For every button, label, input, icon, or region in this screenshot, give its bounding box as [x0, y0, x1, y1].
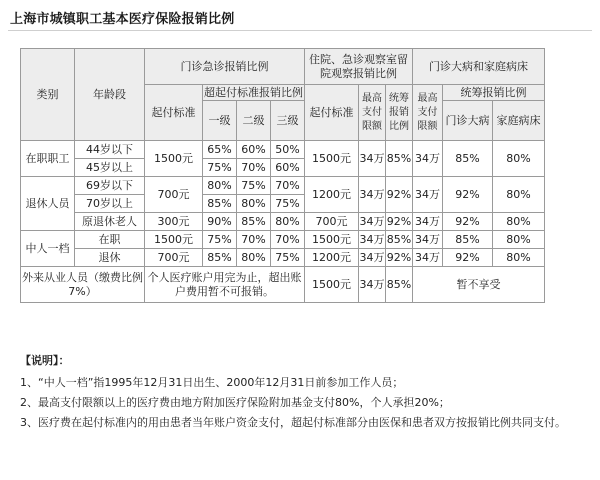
cell-level1: 75% — [203, 231, 237, 249]
cell-op-threshold: 300元 — [145, 213, 203, 231]
header-op-threshold: 起付标准 — [145, 85, 203, 141]
header-category: 类别 — [21, 49, 75, 141]
cell-obs-threshold: 1500元 — [305, 141, 359, 177]
cell-obs-threshold: 1500元 — [305, 267, 359, 303]
cell-op-threshold: 1500元 — [145, 141, 203, 177]
table-row — [21, 141, 545, 159]
cell-obs-max: 34万 — [359, 231, 386, 249]
cell-category: 在职职工 — [21, 141, 75, 177]
cell-level1: 85% — [203, 249, 237, 267]
cell-level3: 60% — [271, 159, 305, 177]
cell-level1: 75% — [203, 159, 237, 177]
cell-ser-max: 34万 — [413, 213, 443, 231]
cell-ser-home: 80% — [493, 249, 545, 267]
header-serious-illness: 门诊大病和家庭病床 — [413, 49, 545, 85]
cell-migrant-outpatient: 个人医疗账户用完为止，超出账户费用暂不可报销。 — [145, 267, 305, 303]
cell-obs-max: 34万 — [359, 249, 386, 267]
cell-age: 原退休老人 — [75, 213, 145, 231]
note-item: 3、医疗费在起付标准内的用由患者当年账户资金支付，超起付标准部分由医保和患者双方按报销比例共同支付。 — [20, 416, 566, 429]
note-item: 2、最高支付限额以上的医疗费由地方附加医疗保险附加基金支付80%，个人承担20%； — [20, 396, 450, 409]
cell-obs-max: 34万 — [359, 267, 386, 303]
cell-level2: 85% — [237, 213, 271, 231]
cell-level1: 65% — [203, 141, 237, 159]
header-age-group: 年龄段 — [75, 49, 145, 141]
cell-ser-outpatient: 92% — [443, 177, 493, 213]
cell-level3: 75% — [271, 195, 305, 213]
cell-obs-rate: 85% — [386, 231, 413, 249]
cell-level3: 50% — [271, 141, 305, 159]
cell-level3: 80% — [271, 213, 305, 231]
cell-obs-rate: 85% — [386, 267, 413, 303]
cell-level2: 80% — [237, 195, 271, 213]
cell-obs-rate: 85% — [386, 141, 413, 177]
cell-obs-rate: 92% — [386, 177, 413, 213]
header-obs-max: 最高支付限额 — [359, 85, 386, 141]
cell-level2: 75% — [237, 177, 271, 195]
header-above-threshold: 超起付标准报销比例 — [204, 85, 303, 99]
cell-ser-max: 34万 — [413, 231, 443, 249]
cell-age: 70岁以上 — [75, 195, 145, 213]
cell-level1: 85% — [203, 195, 237, 213]
cell-op-threshold: 700元 — [145, 249, 203, 267]
cell-age: 退休 — [75, 249, 145, 267]
cell-obs-rate: 92% — [386, 249, 413, 267]
cell-age: 44岁以下 — [75, 141, 145, 159]
cell-ser-home: 80% — [493, 213, 545, 231]
table-row — [21, 213, 545, 231]
header-ser-home: 家庭病床 — [493, 101, 545, 141]
cell-obs-max: 34万 — [359, 177, 386, 213]
cell-migrant-serious: 暂不享受 — [413, 267, 545, 303]
cell-ser-outpatient: 92% — [443, 213, 493, 231]
header-ser-outpatient: 门诊大病 — [443, 101, 493, 141]
cell-ser-home: 80% — [493, 231, 545, 249]
cell-ser-home: 80% — [493, 141, 545, 177]
page-title: 上海市城镇职工基本医疗保险报销比例 — [10, 12, 235, 27]
cell-obs-max: 34万 — [359, 213, 386, 231]
header-obs-threshold: 起付标准 — [305, 85, 359, 141]
cell-level2: 70% — [237, 159, 271, 177]
title-divider — [8, 30, 592, 31]
header-ser-pool: 统筹报销比例 — [443, 85, 545, 101]
cell-obs-max: 34万 — [359, 141, 386, 177]
cell-level1: 90% — [203, 213, 237, 231]
table-row — [21, 231, 545, 249]
cell-obs-rate: 92% — [386, 213, 413, 231]
cell-level3: 70% — [271, 231, 305, 249]
table-row — [21, 267, 545, 303]
cell-ser-outpatient: 85% — [443, 231, 493, 249]
cell-level2: 60% — [237, 141, 271, 159]
cell-ser-outpatient: 85% — [443, 141, 493, 177]
cell-ser-max: 34万 — [413, 177, 443, 213]
cell-op-threshold: 1500元 — [145, 231, 203, 249]
cell-obs-threshold: 700元 — [305, 213, 359, 231]
cell-level2: 70% — [237, 231, 271, 249]
header-outpatient: 门诊急诊报销比例 — [145, 49, 305, 85]
header-observation: 住院、急诊观察室留院观察报销比例 — [305, 49, 413, 85]
cell-ser-home: 80% — [493, 177, 545, 213]
cell-level3: 70% — [271, 177, 305, 195]
header-level2: 二级 — [237, 101, 271, 141]
cell-ser-outpatient: 92% — [443, 249, 493, 267]
header-level1: 一级 — [203, 101, 237, 141]
cell-obs-threshold: 1200元 — [305, 249, 359, 267]
table-row — [21, 177, 545, 195]
cell-op-threshold: 700元 — [145, 177, 203, 213]
cell-level1: 80% — [203, 177, 237, 195]
cell-age: 在职 — [75, 231, 145, 249]
cell-level2: 80% — [237, 249, 271, 267]
notes-heading: 【说明】： — [20, 354, 70, 367]
cell-obs-threshold: 1500元 — [305, 231, 359, 249]
cell-ser-max: 34万 — [413, 249, 443, 267]
header-obs-pool: 统筹报销比例 — [386, 85, 413, 141]
cell-level3: 75% — [271, 249, 305, 267]
cell-migrant-label: 外来从业人员（缴费比例7%） — [21, 267, 145, 303]
cell-ser-max: 34万 — [413, 141, 443, 177]
reimbursement-table — [20, 48, 545, 303]
cell-obs-threshold: 1200元 — [305, 177, 359, 213]
table-row — [21, 249, 545, 267]
cell-age: 69岁以下 — [75, 177, 145, 195]
note-item: 1、“中人一档”指1995年12月31日出生、2000年12月31日前参加工作人员； — [20, 376, 404, 389]
header-level3: 三级 — [271, 101, 305, 141]
header-ser-max: 最高支付限额 — [413, 85, 443, 141]
notes-section — [20, 351, 590, 433]
cell-category: 中人一档 — [21, 231, 75, 267]
cell-category: 退休人员 — [21, 177, 75, 231]
cell-age: 45岁以上 — [75, 159, 145, 177]
